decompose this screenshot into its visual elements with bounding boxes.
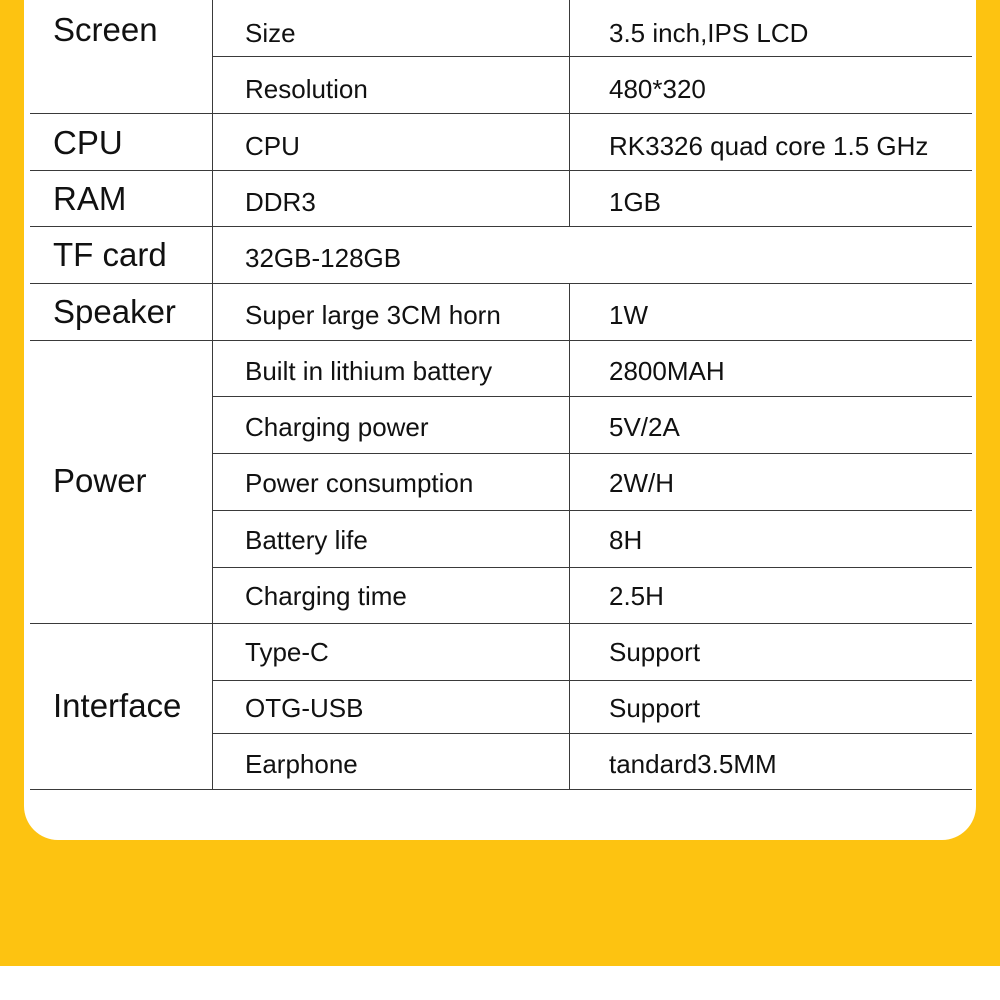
row-divider: [212, 567, 972, 568]
spec-name-battery: Built in lithium battery: [245, 356, 493, 386]
spec-name-speaker: Super large 3CM horn: [245, 300, 501, 330]
column-divider: [569, 0, 570, 226]
spec-name-battery-life: Battery life: [245, 525, 368, 555]
spec-table: [30, 0, 972, 790]
category-interface: Interface: [53, 687, 182, 724]
spec-value-speaker: 1W: [609, 300, 648, 330]
row-divider: [212, 56, 972, 57]
spec-name-earphone: Earphone: [245, 749, 358, 779]
row-divider: [212, 396, 972, 397]
row-divider: [30, 226, 972, 227]
category-power: Power: [53, 462, 147, 499]
spec-name-charging-time: Charging time: [245, 581, 407, 611]
spec-value-battery-life: 8H: [609, 525, 643, 555]
spec-name-resolution: Resolution: [245, 74, 368, 104]
row-divider: [212, 510, 972, 511]
spec-name-otg-usb: OTG-USB: [245, 693, 364, 723]
row-divider: [212, 680, 972, 681]
spec-name-size: Size: [245, 18, 296, 48]
spec-name-cpu: CPU: [245, 131, 300, 161]
spec-value-earphone: tandard3.5MM: [609, 749, 777, 779]
row-divider: [30, 789, 972, 790]
spec-name-power-consumption: Power consumption: [245, 468, 474, 498]
spec-value-power-consumption: 2W/H: [609, 468, 674, 498]
row-divider: [30, 283, 972, 284]
spec-name-ram: DDR3: [245, 187, 316, 217]
row-divider: [212, 733, 972, 734]
spec-name-charging-power: Charging power: [245, 412, 429, 442]
column-divider: [212, 0, 213, 790]
column-divider: [569, 283, 570, 790]
row-divider: [212, 453, 972, 454]
spec-value-size: 3.5 inch,IPS LCD: [609, 18, 809, 48]
category-tf-card: TF card: [53, 236, 167, 273]
category-cpu: CPU: [53, 124, 123, 161]
spec-value-ram: 1GB: [609, 187, 662, 217]
category-speaker: Speaker: [53, 293, 176, 330]
spec-value-charging-power: 5V/2A: [609, 412, 680, 442]
spec-value-battery: 2800MAH: [609, 356, 725, 386]
row-divider: [30, 113, 972, 114]
row-divider: [30, 340, 972, 341]
row-divider: [30, 623, 972, 624]
spec-name-type-c: Type-C: [245, 637, 329, 667]
spec-value-cpu: RK3326 quad core 1.5 GHz: [609, 131, 929, 161]
spec-value-resolution: 480*320: [609, 74, 706, 104]
category-ram: RAM: [53, 180, 127, 217]
spec-value-tf-card: 32GB-128GB: [245, 243, 402, 273]
row-divider: [30, 170, 972, 171]
spec-value-otg-usb: Support: [609, 693, 701, 723]
spec-value-type-c: Support: [609, 637, 701, 667]
spec-value-charging-time: 2.5H: [609, 581, 664, 611]
category-screen: Screen: [53, 11, 158, 48]
